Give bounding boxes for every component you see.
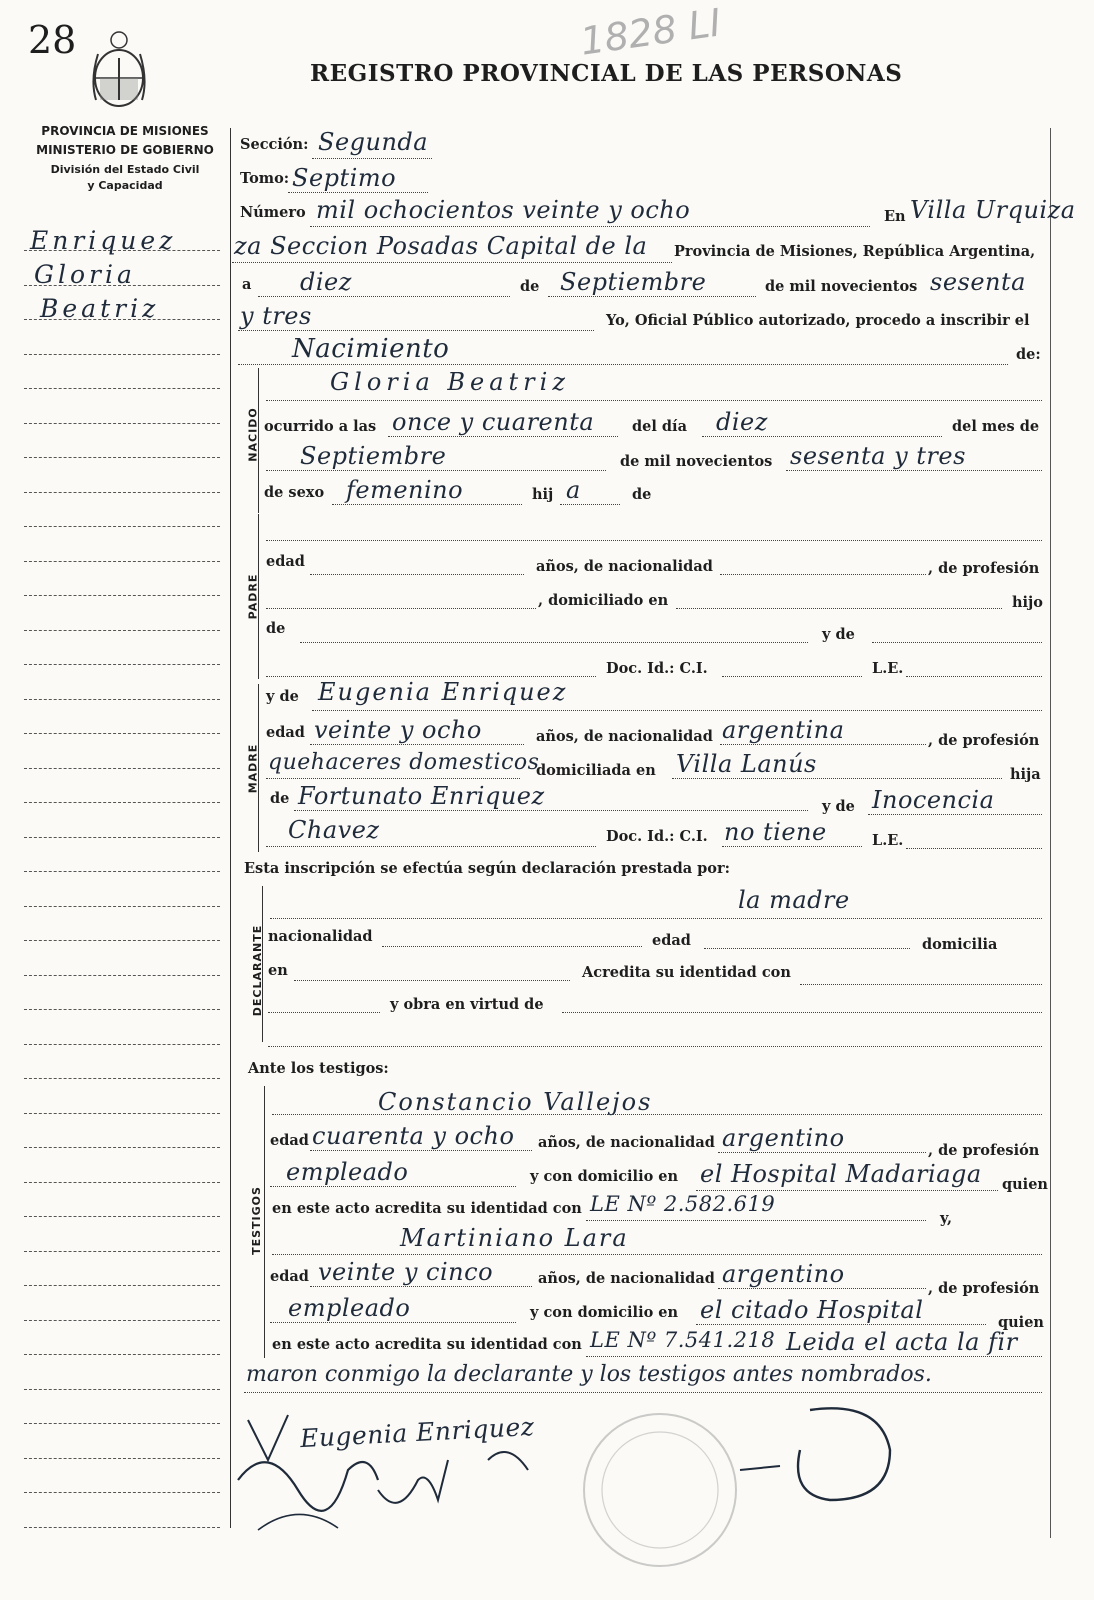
t2-dom-value: el citado Hospital <box>700 1296 924 1324</box>
margin-ruled-line <box>24 492 220 493</box>
hij-value: a <box>566 476 581 504</box>
declarante-nac-label: nacionalidad <box>268 928 373 945</box>
t2-nac-value: argentino <box>722 1260 845 1288</box>
nacido-name: Gloria Beatriz <box>330 368 570 396</box>
t1-edad-value: cuarenta y ocho <box>312 1122 515 1150</box>
madre-prof-value: quehaceres domesticos <box>268 750 540 775</box>
cierre-line-1: Leida el acta la fir <box>786 1328 1018 1356</box>
seccion-label: Sección: <box>240 136 309 153</box>
witness-signatures-icon <box>228 1400 588 1550</box>
madre-madre-value: Inocencia <box>872 786 995 814</box>
madre-edad-value: veinte y ocho <box>314 716 482 744</box>
margin-ruled-line <box>24 1113 220 1114</box>
issuing-authority: PROVINCIA DE MISIONES MINISTERIO DE GOBIERNO División del Estado Civil y Capacidad <box>36 124 214 192</box>
page-number: 28 <box>28 18 77 62</box>
margin-ruled-line <box>24 1492 220 1493</box>
dia-registro-value: diez <box>300 268 352 296</box>
margin-ruled-line <box>24 1251 220 1252</box>
right-border <box>1050 128 1051 1538</box>
margin-ruled-line <box>24 906 220 907</box>
margin-ruled-line <box>24 526 220 527</box>
t2-acredita-label: en este acto acredita su identidad con <box>272 1336 582 1353</box>
madre-dom-label: domiciliada en <box>536 762 656 779</box>
madre-yde2-label: y de <box>822 798 855 815</box>
section-label-testigos: TESTIGOS <box>249 1186 263 1255</box>
testigo2-name: Martiniano Lara <box>400 1224 629 1252</box>
madre-edad-label: edad <box>266 724 305 741</box>
margin-ruled-line <box>24 1285 220 1286</box>
t2-prof-label: , de profesión <box>928 1280 1040 1297</box>
hij-label: hij <box>532 486 554 503</box>
mes-label: del mes de <box>952 418 1040 435</box>
margin-ruled-line <box>24 1320 220 1321</box>
t2-edad-label: edad <box>270 1268 309 1285</box>
sexo-label: de sexo <box>264 484 325 501</box>
padre-hijo-label: hijo <box>1012 594 1043 611</box>
acta-type-value: Nacimiento <box>292 334 450 364</box>
a-label: a <box>242 276 252 293</box>
official-seal-stamp-icon <box>560 1400 760 1570</box>
padre-edad-label: edad <box>266 553 305 570</box>
hora-value: once y cuarenta <box>392 408 595 436</box>
declarante-obra-label: y obra en virtud de <box>390 996 544 1013</box>
t1-quien-label: quien <box>1002 1176 1048 1193</box>
seccion-value: Segunda <box>318 128 429 156</box>
margin-ruled-line <box>24 1216 220 1217</box>
tomo-label: Tomo: <box>240 170 290 187</box>
margin-ruled-line <box>24 1182 220 1183</box>
t1-edad-label: edad <box>270 1132 309 1149</box>
madre-de-label: de <box>270 790 290 807</box>
anio-registro-value: sesenta <box>930 268 1026 296</box>
testigos-intro: Ante los testigos: <box>248 1060 389 1077</box>
margin-name-line-3: Beatriz <box>40 294 160 323</box>
madre-doc-value: no tiene <box>724 818 827 846</box>
province-text: Provincia de Misiones, República Argentina, <box>674 243 1036 260</box>
margin-ruled-line <box>24 1078 220 1079</box>
margin-ruled-line <box>24 975 220 976</box>
margin-ruled-line <box>24 630 220 631</box>
madre-yde-label: y de <box>266 688 299 705</box>
t2-dom-label: y con domicilio en <box>530 1304 679 1321</box>
madre-madre-value-2: Chavez <box>288 816 380 844</box>
t1-acredita-label: en este acto acredita su identidad con <box>272 1200 582 1217</box>
padre-prof-label: , de profesión <box>928 560 1040 577</box>
t1-nac-label: años, de nacionalidad <box>538 1134 715 1151</box>
sexo-value: femenino <box>346 476 464 504</box>
t2-prof-value: empleado <box>288 1294 411 1322</box>
t1-id-value: LE Nº 2.582.619 <box>590 1192 776 1216</box>
margin-ruled-line <box>24 1354 220 1355</box>
t2-edad-value: veinte y cinco <box>318 1258 494 1286</box>
dia-label: del día <box>632 418 687 435</box>
anio-nac-value: sesenta y tres <box>790 442 966 470</box>
margin-ruled-line <box>24 837 220 838</box>
margin-ruled-line <box>24 561 220 562</box>
de-label-2: de: <box>1016 346 1041 363</box>
madre-le-label: L.E. <box>872 832 904 849</box>
margin-ruled-line <box>24 1389 220 1390</box>
margin-ruled-line <box>24 1458 220 1459</box>
dia-value: diez <box>716 408 768 436</box>
declarante-acredita-label: Acredita su identidad con <box>582 964 791 981</box>
padre-le-label: L.E. <box>872 660 904 677</box>
section-label-madre: MADRE <box>246 743 260 794</box>
declarante-intro: Esta inscripción se efectúa según declaración prestada por: <box>244 860 730 877</box>
t1-dom-label: y con domicilio en <box>530 1168 679 1185</box>
firma-declarante: Eugenia Enriquez <box>299 1411 536 1454</box>
padre-dom-label: , domiciliado en <box>538 592 669 609</box>
margin-ruled-line <box>24 354 220 355</box>
padre-yde-label: y de <box>822 626 855 643</box>
margin-ruled-line <box>24 457 220 458</box>
margin-ruled-line <box>24 768 220 769</box>
margin-ruled-line <box>24 733 220 734</box>
tomo-value: Septimo <box>292 164 397 192</box>
madre-dom-value: Villa Lanús <box>676 750 817 778</box>
margin-name-line-1: Enriquez <box>30 226 177 255</box>
madre-name-value: Eugenia Enriquez <box>318 678 568 706</box>
margin-ruled-line <box>24 664 220 665</box>
section-label-nacido: NACIDO <box>246 407 260 462</box>
padre-de-label: de <box>266 620 286 637</box>
t1-dom-value: el Hospital Madariaga <box>700 1160 982 1188</box>
section-label-declarante: DECLARANTE <box>251 924 265 1017</box>
argentina-coat-of-arms-icon <box>88 30 150 112</box>
anio-nac-label: de mil novecientos <box>620 453 773 470</box>
mes-registro-value: Septiembre <box>560 268 707 296</box>
margin-ruled-line <box>24 1147 220 1148</box>
mes-value: Septiembre <box>300 442 447 470</box>
margin-column-divider <box>230 128 231 1528</box>
t2-id-value: LE Nº 7.541.218 <box>590 1328 776 1352</box>
padre-doc-label: Doc. Id.: C.I. <box>606 660 708 677</box>
madre-doc-label: Doc. Id.: C.I. <box>606 828 708 845</box>
madre-padre-value: Fortunato Enriquez <box>298 782 545 810</box>
declarante-value: la madre <box>738 886 850 914</box>
de-label: de <box>520 278 540 295</box>
t2-quien-label: quien <box>998 1314 1044 1331</box>
margin-ruled-line <box>24 595 220 596</box>
numero-label: Número <box>240 204 306 221</box>
t1-prof-label: , de profesión <box>928 1142 1040 1159</box>
margin-ruled-line <box>24 388 220 389</box>
t1-nac-value: argentino <box>722 1124 845 1152</box>
madre-nac-value: argentina <box>722 716 845 744</box>
margin-ruled-line <box>24 1044 220 1045</box>
locality-continuation: za Seccion Posadas Capital de la <box>234 232 648 260</box>
t1-y-label: y, <box>940 1210 953 1227</box>
margin-ruled-line <box>24 940 220 941</box>
t2-nac-label: años, de nacionalidad <box>538 1270 715 1287</box>
anio-label: de mil novecientos <box>765 278 918 295</box>
en-label: En <box>884 208 906 225</box>
page-title: REGISTRO PROVINCIAL DE LAS PERSONAS <box>310 60 903 87</box>
declarante-en-label: en <box>268 962 288 979</box>
cierre-line-2: maron conmigo la declarante y los testigos antes nombrados. <box>246 1362 932 1387</box>
ocurrido-label: ocurrido a las <box>264 418 377 435</box>
margin-ruled-line <box>24 1009 220 1010</box>
margin-ruled-line <box>24 1423 220 1424</box>
margin-ruled-line <box>24 871 220 872</box>
oficial-text: Yo, Oficial Público autorizado, procedo a inscribir el <box>606 312 1030 329</box>
testigo1-name: Constancio Vallejos <box>378 1088 653 1116</box>
declarante-domicilia-label: domicilia <box>922 936 998 953</box>
t1-prof-value: empleado <box>286 1158 409 1186</box>
anio-registro-value-2: y tres <box>240 302 312 330</box>
numero-value: mil ochocientos veinte y ocho <box>316 196 691 224</box>
margin-ruled-line <box>24 699 220 700</box>
padre-nac-label: años, de nacionalidad <box>536 558 713 575</box>
madre-nac-label: años, de nacionalidad <box>536 728 713 745</box>
madre-prof-label: , de profesión <box>928 732 1040 749</box>
margin-ruled-line <box>24 423 220 424</box>
section-label-padre: PADRE <box>246 573 260 620</box>
madre-hija-label: hija <box>1010 766 1041 783</box>
hij-de-label: de <box>632 486 652 503</box>
archive-stamp-number: 1828 LI <box>577 0 724 64</box>
margin-ruled-line <box>24 1527 220 1528</box>
declarante-edad-label: edad <box>652 932 691 949</box>
margin-name-line-2: Gloria <box>34 260 136 289</box>
margin-ruled-line <box>24 802 220 803</box>
en-value: Villa Urquiza <box>910 196 1076 224</box>
